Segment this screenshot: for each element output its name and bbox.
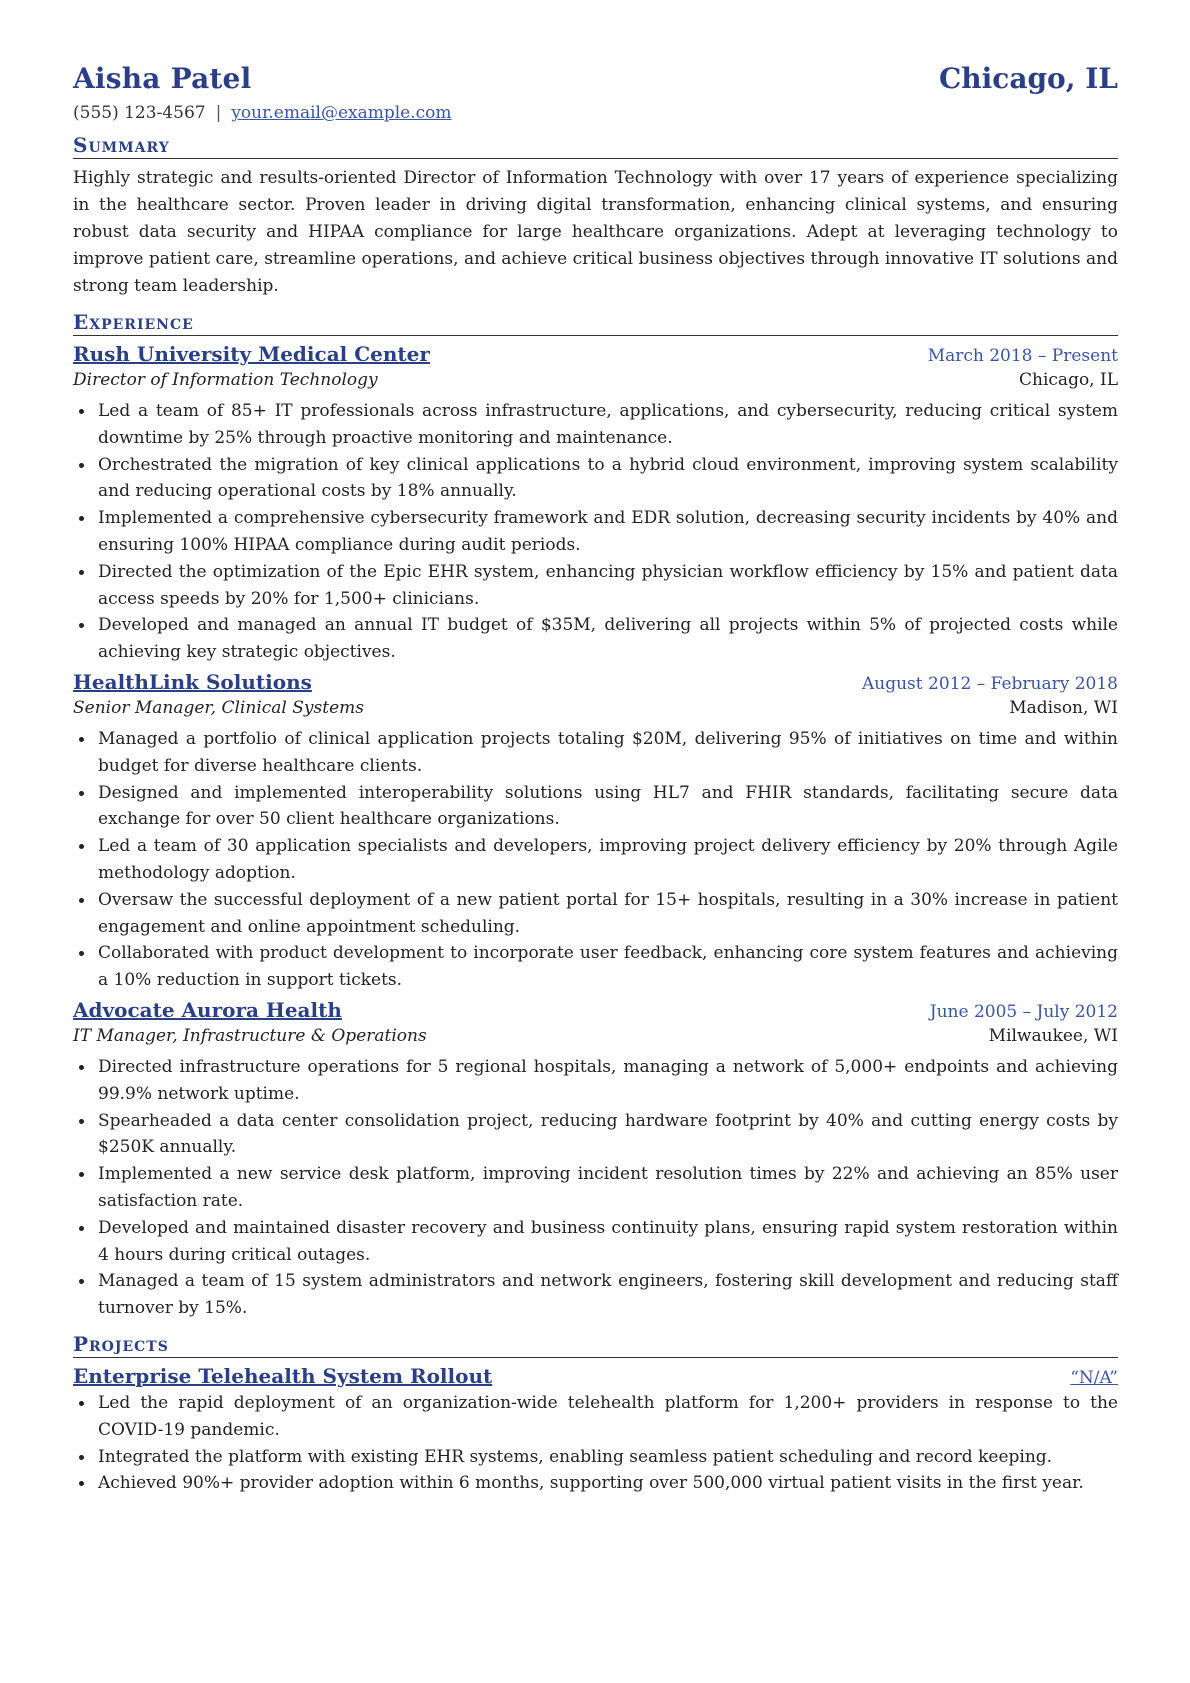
resume-header: [73, 62, 1118, 95]
job-entry: [73, 342, 1118, 666]
bullet-item: Integrated the platform with existing EHR systems, enabling seamless patient scheduling and record keeping.: [98, 1444, 1118, 1471]
bullet-item: Implemented a comprehensive cybersecurity framework and EDR solution, decreasing security incidents by 40% and ensuring 100% HIPAA compliance during audit periods.: [98, 505, 1118, 559]
bullet-item: Managed a portfolio of clinical application projects totaling $20M, delivering 95% of initiatives on time and within budget for diverse healthcare clients.: [98, 726, 1118, 780]
bullet-item: Managed a team of 15 system administrators and network engineers, fostering skill development and reducing staff turnover by 15%.: [98, 1268, 1118, 1322]
project-name: Enterprise Telehealth System Rollout: [73, 1363, 493, 1388]
job-bullets: [73, 726, 1118, 994]
bullet-item: Spearheaded a data center consolidation project, reducing hardware footprint by 40% and cutting energy costs by $250K annually.: [98, 1108, 1118, 1162]
job-dates: June 2005 – July 2012: [929, 1001, 1118, 1022]
bullet-item: Collaborated with product development to incorporate user feedback, enhancing core system features and achieving a 10% reduction in support tickets.: [98, 940, 1118, 994]
contact-line: [73, 103, 1118, 123]
bullet-item: Developed and maintained disaster recovery and business continuity plans, ensuring rapid system restoration within 4 hours during critical outages.: [98, 1215, 1118, 1269]
job-organization: Rush University Medical Center: [73, 342, 430, 366]
projects-section: [73, 1332, 1118, 1497]
experience-section: [73, 310, 1118, 1322]
phone-number: (555) 123-4567: [73, 103, 206, 123]
project-link[interactable]: “N/A”: [1070, 1367, 1118, 1388]
job-bullets: [73, 1054, 1118, 1322]
bullet-item: Oversaw the successful deployment of a new patient portal for 15+ hospitals, resulting in a 30% increase in patient engagement and online appointment scheduling.: [98, 887, 1118, 941]
job-dates: August 2012 – February 2018: [861, 673, 1118, 694]
candidate-name: Aisha Patel: [73, 62, 252, 95]
bullet-item: Achieved 90%+ provider adoption within 6 months, supporting over 500,000 virtual patient visits in the first year.: [98, 1470, 1118, 1497]
job-location: Milwaukee, WI: [988, 1025, 1118, 1046]
job-entry: [73, 998, 1118, 1322]
job-bullets: [73, 398, 1118, 666]
summary-section: [73, 133, 1118, 300]
email-link[interactable]: your.email@example.com: [231, 103, 452, 123]
summary-heading: Summary: [73, 133, 1118, 159]
experience-heading: Experience: [73, 310, 1118, 336]
bullet-item: Led the rapid deployment of an organization-wide telehealth platform for 1,200+ providers in response to the COVID-19 pandemic.: [98, 1390, 1118, 1444]
bullet-item: Orchestrated the migration of key clinical applications to a hybrid cloud environment, improving system scalability and reducing operational costs by 18% annually.: [98, 452, 1118, 506]
job-role: IT Manager, Infrastructure & Operations: [73, 1025, 427, 1046]
job-organization: Advocate Aurora Health: [73, 997, 342, 1022]
job-entry: [73, 670, 1118, 994]
summary-text: Highly strategic and results-oriented Director of Information Technology with over 17 years of experience specializing in the healthcare sector. Proven leader in driving digital transformation, enhancing clinical systems, and ensuring robust data security and HIPAA compliance for large healthcare organizations. Adept at leveraging technology to improve patient care, streamline operations, and achieve critical business objectives through innovative IT solutions and strong team leadership.: [73, 168, 1118, 296]
job-role: Director of Information Technology: [73, 370, 378, 390]
bullet-item: Directed infrastructure operations for 5 regional hospitals, managing a network of 5,000+ endpoints and achieving 99.9% network uptime.: [98, 1054, 1118, 1108]
project-bullets: [73, 1390, 1118, 1497]
job-organization: HealthLink Solutions: [73, 669, 312, 694]
bullet-item: Developed and managed an annual IT budget of $35M, delivering all projects within 5% of projected costs while achieving key strategic objectives.: [98, 612, 1118, 666]
job-dates: March 2018 – Present: [927, 346, 1118, 366]
bullet-item: Implemented a new service desk platform, improving incident resolution times by 22% and achieving an 85% user satisfaction rate.: [98, 1161, 1118, 1215]
job-role: Senior Manager, Clinical Systems: [73, 697, 364, 718]
bullet-item: Led a team of 85+ IT professionals across infrastructure, applications, and cybersecurity, reducing critical system downtime by 25% through proactive monitoring and maintenance.: [98, 398, 1118, 452]
bullet-item: Designed and implemented interoperability solutions using HL7 and FHIR standards, facilitating secure data exchange for over 50 client healthcare organizations.: [98, 780, 1118, 834]
bullet-item: Led a team of 30 application specialists and developers, improving project delivery efficiency by 20% through Agile methodology adoption.: [98, 833, 1118, 887]
job-location: Madison, WI: [1009, 697, 1118, 718]
project-entry: [73, 1364, 1118, 1497]
bullet-item: Directed the optimization of the Epic EHR system, enhancing physician workflow efficiency by 15% and patient data access speeds by 20% for 1,500+ clinicians.: [98, 559, 1118, 613]
contact-separator: |: [215, 103, 222, 123]
job-location: Chicago, IL: [1019, 370, 1118, 390]
header-location: Chicago, IL: [938, 62, 1118, 95]
projects-heading: Projects: [73, 1332, 1118, 1358]
